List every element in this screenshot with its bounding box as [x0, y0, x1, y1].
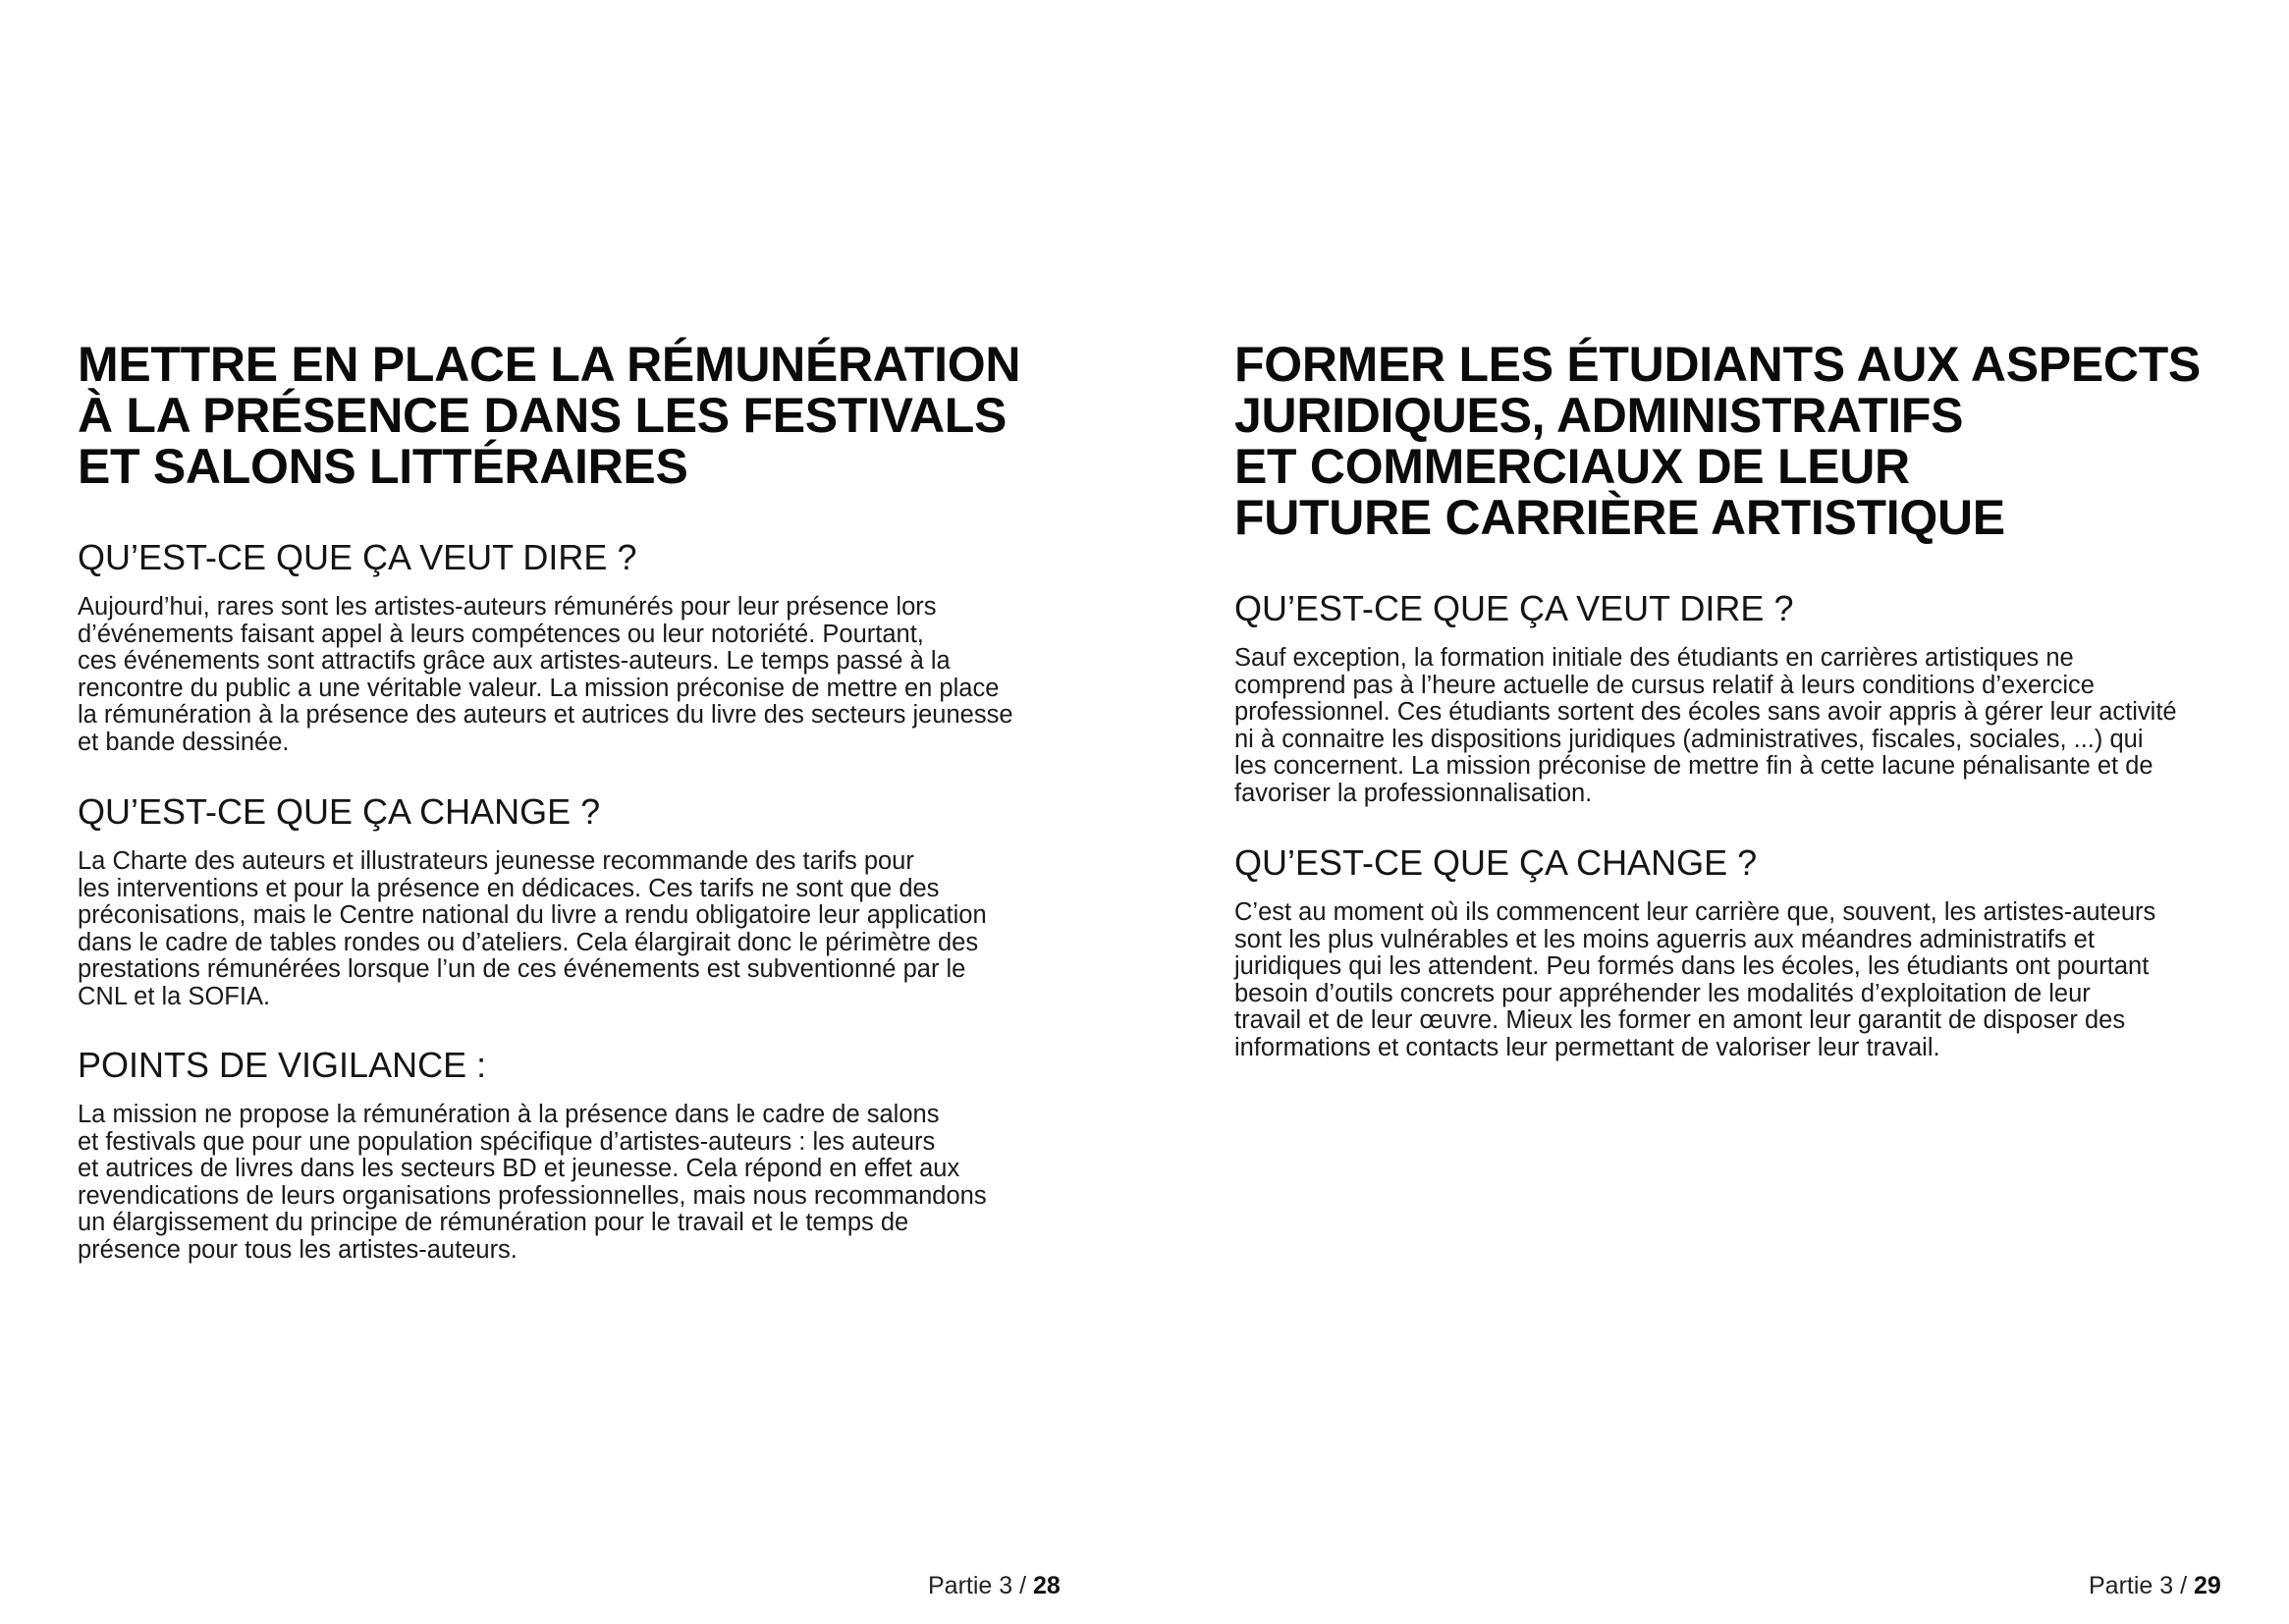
left-page-content	[78, 339, 1079, 1264]
paragraph-line: et bande dessinée.	[78, 728, 290, 756]
page-number: 28	[1033, 1572, 1061, 1599]
paragraph-line: les interventions et pour la présence en dédicaces. Ces tarifs ne sont que des	[78, 874, 940, 902]
title-line: ET SALONS LITTÉRAIRES	[78, 439, 688, 494]
paragraph-line: comprend pas à l’heure actuelle de cursus relatif à leurs conditions d’exercice	[1234, 671, 2095, 699]
section-paragraph-change	[78, 848, 1079, 1010]
page-number: 29	[2194, 1572, 2221, 1599]
paragraph-line: ni à connaitre les dispositions juridiques (administratives, fiscales, sociales, ...) qui	[1234, 725, 2144, 753]
paragraph-line: d’événements faisant appel à leurs compétences ou leur notoriété. Pourtant,	[78, 620, 924, 648]
paragraph-line: professionnel. Ces étudiants sortent des écoles sans avoir appris à gérer leur activité	[1234, 698, 2177, 726]
paragraph-line: La mission ne propose la rémunération à la présence dans le cadre de salons	[78, 1101, 940, 1128]
page-footer-left	[928, 1571, 1061, 1600]
paragraph-line: informations et contacts leur permettant de valoriser leur travail.	[1234, 1033, 1940, 1061]
section-paragraph-meaning	[1234, 645, 2236, 807]
title-line: METTRE EN PLACE LA RÉMUNÉRATION	[78, 337, 1021, 392]
section-heading-meaning: QU’EST-CE QUE ÇA VEUT DIRE ?	[1234, 588, 1794, 628]
paragraph-line: un élargissement du principe de rémunération pour le travail et le temps de	[78, 1209, 909, 1236]
section-paragraph-meaning	[78, 594, 1079, 756]
paragraph-line: et festivals que pour une population spécifique d’artistes-auteurs : les auteurs	[78, 1127, 936, 1156]
title-line: ET COMMERCIAUX DE LEUR	[1234, 439, 1910, 494]
paragraph-line: besoin d’outils concrets pour appréhender les modalités d’exploitation de leur	[1234, 979, 2091, 1007]
paragraph-line: dans le cadre de tables rondes ou d’ateliers. Cela élargirait donc le périmètre des	[78, 928, 979, 956]
paragraph-line: favoriser la professionnalisation.	[1234, 779, 1593, 807]
section-paragraph-vigilance	[78, 1102, 1079, 1264]
left-page	[0, 0, 1144, 1624]
section-heading-meaning: QU’EST-CE QUE ÇA VEUT DIRE ?	[78, 537, 637, 577]
paragraph-line: sont les plus vulnérables et les moins aguerris aux méandres administratifs et	[1234, 925, 2095, 953]
footer-label: Partie 3 /	[2089, 1572, 2194, 1599]
paragraph-line: C’est au moment où ils commencent leur carrière que, souvent, les artistes-auteurs	[1234, 898, 2156, 926]
title-line: FUTURE CARRIÈRE ARTISTIQUE	[1234, 490, 2005, 545]
left-page-title	[78, 339, 1079, 492]
paragraph-line: revendications de leurs organisations professionnelles, mais nous recommandons	[78, 1181, 987, 1210]
right-page	[1144, 0, 2289, 1624]
section-heading-change: QU’EST-CE QUE ÇA CHANGE ?	[78, 791, 601, 832]
right-page-content	[1234, 339, 2236, 1061]
title-line: JURIDIQUES, ADMINISTRATIFS	[1234, 388, 1964, 443]
title-line: À LA PRÉSENCE DANS LES FESTIVALS	[78, 388, 1008, 443]
paragraph-line: La Charte des auteurs et illustrateurs jeunesse recommande des tarifs pour	[78, 847, 914, 875]
paragraph-line: la rémunération à la présence des auteurs et autrices du livre des secteurs jeunesse	[78, 701, 1013, 729]
paragraph-line: ces événements sont attractifs grâce aux artistes-auteurs. Le temps passé à la	[78, 647, 951, 675]
paragraph-line: juridiques qui les attendent. Peu formés dans les écoles, les étudiants ont pourtant	[1234, 952, 2150, 980]
paragraph-line: et autrices de livres dans les secteurs BD et jeunesse. Cela répond en effet aux	[78, 1155, 960, 1182]
paragraph-line: Sauf exception, la formation initiale des étudiants en carrières artistiques ne	[1234, 644, 2074, 672]
footer-label: Partie 3 /	[928, 1572, 1033, 1599]
paragraph-line: préconisations, mais le Centre national du livre a rendu obligatoire leur application	[78, 901, 987, 929]
section-heading-change: QU’EST-CE QUE ÇA CHANGE ?	[1234, 842, 1758, 883]
paragraph-line: Aujourd’hui, rares sont les artistes-auteurs rémunérés pour leur présence lors	[78, 593, 937, 621]
right-page-title	[1234, 339, 2236, 543]
paragraph-line: les concernent. La mission préconise de mettre fin à cette lacune pénalisante et de	[1234, 752, 2153, 780]
title-line: FORMER LES ÉTUDIANTS AUX ASPECTS	[1234, 337, 2201, 392]
paragraph-line: présence pour tous les artistes-auteurs.	[78, 1235, 518, 1264]
paragraph-line: travail et de leur œuvre. Mieux les former en amont leur garantit de disposer des	[1234, 1006, 2126, 1034]
paragraph-line: rencontre du public a une véritable valeur. La mission préconise de mettre en place	[78, 674, 1000, 702]
section-paragraph-change	[1234, 899, 2236, 1061]
paragraph-line: prestations rémunérées lorsque l’un de ces événements est subventionné par le	[78, 955, 966, 983]
section-heading-vigilance: POINTS DE VIGILANCE :	[78, 1045, 487, 1085]
paragraph-line: CNL et la SOFIA.	[78, 982, 271, 1010]
page-footer-right	[2089, 1571, 2221, 1600]
